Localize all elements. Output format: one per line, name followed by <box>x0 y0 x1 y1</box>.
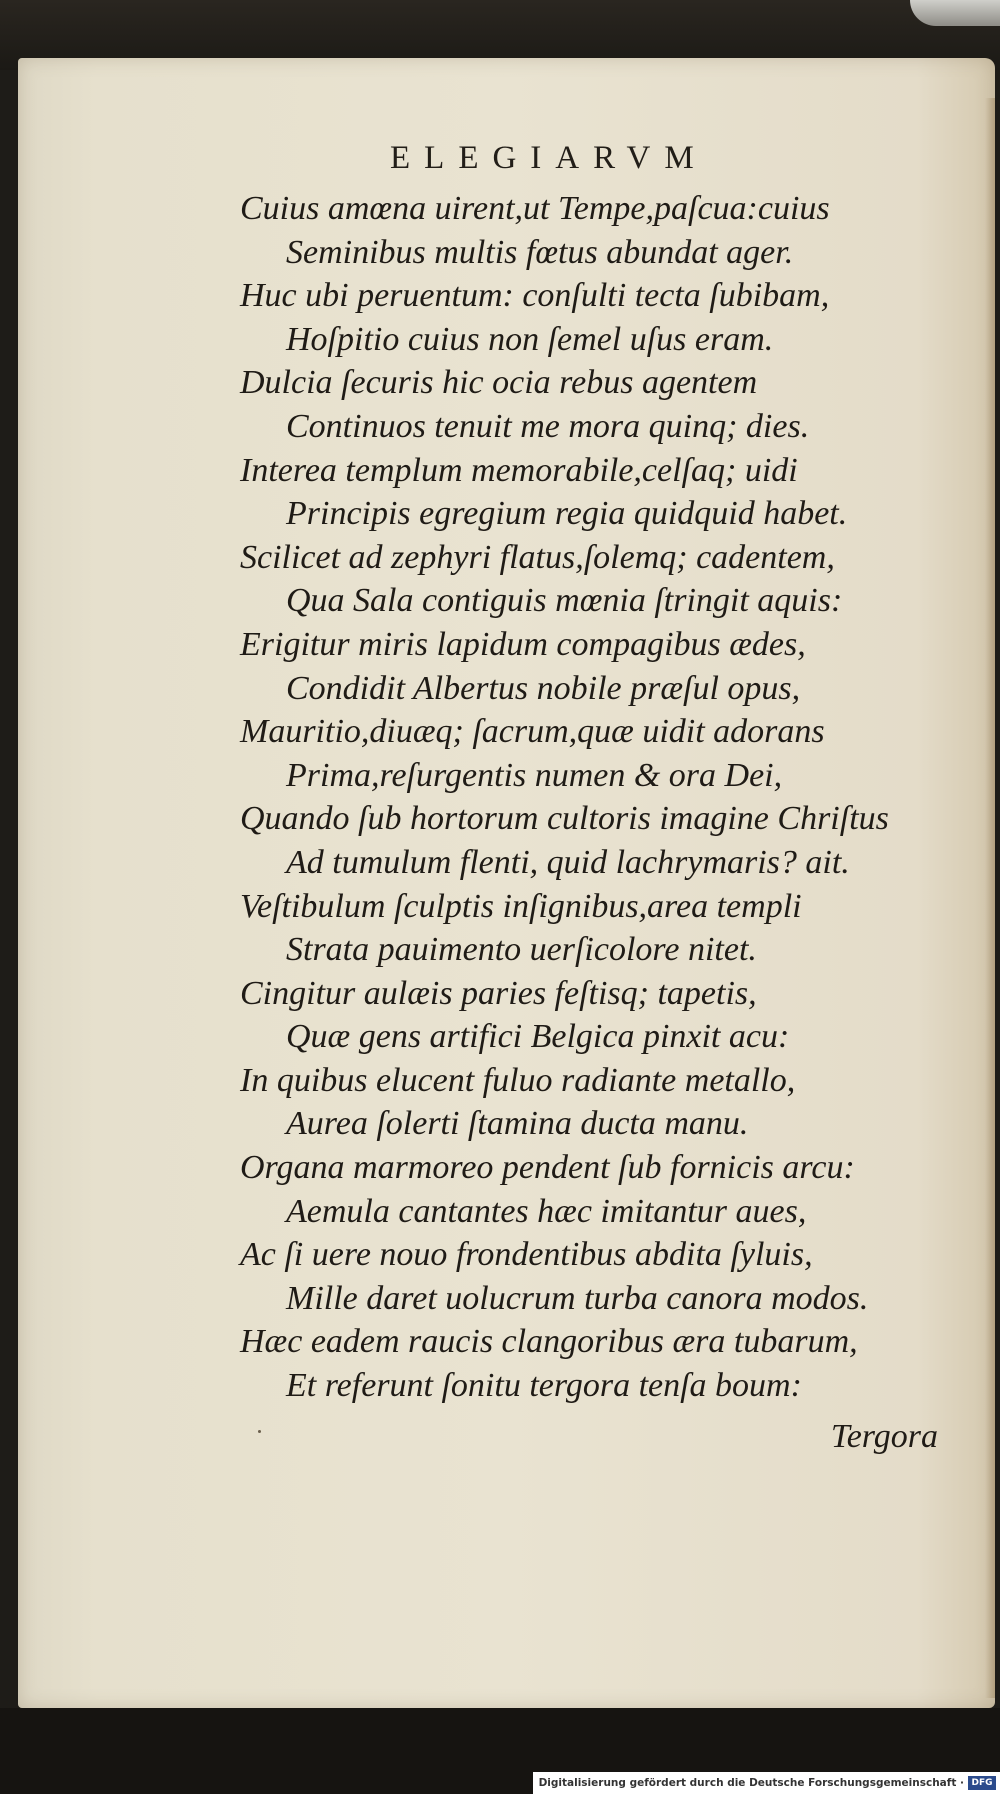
verse-line: Organa marmoreo pendent ſub fornicis arcu: <box>240 1149 855 1187</box>
verse-line: Huc ubi peruentum: conſulti tecta ſubibam, <box>240 277 830 315</box>
ink-speck <box>258 1430 261 1433</box>
verse-line: Et referunt ſonitu tergora tenſa boum: <box>286 1367 802 1405</box>
verse-line: Strata pauimento uerſicolore nitet. <box>286 931 757 969</box>
verse-line: Erigitur miris lapidum compagibus ædes, <box>240 625 806 663</box>
verse-line: Prima,reſurgentis numen & ora Dei, <box>286 756 783 794</box>
verse-line: Hæc eadem raucis clangoribus æra tubarum, <box>240 1323 858 1361</box>
verse-line: Mauritio,diuæq; ſacrum,quæ uidit adorans <box>240 713 825 751</box>
verse-line: Veſtibulum ſculptis inſignibus,area templi <box>240 887 802 925</box>
running-head: ELEGIARVM <box>390 140 708 176</box>
verse-line: Cingitur aulæis paries feſtisq; tapetis, <box>240 974 757 1012</box>
digitization-credit: Digitalisierung gefördert durch die Deutsche Forschungsgemeinschaft · <box>538 1777 964 1789</box>
verse-line: Dulcia ſecuris hic ocia rebus agentem <box>240 364 758 402</box>
verse-line: Cuius amœna uirent,ut Tempe,paſcua:cuius <box>240 190 830 227</box>
verse-line: Aemula cantantes hæc imitantur aues, <box>286 1192 807 1230</box>
verse-line: Quando ſub hortorum cultoris imagine Chriſtus <box>240 800 889 838</box>
verse-line: Interea templum memorabile,celſaq; uidi <box>240 451 798 489</box>
verse-text-block <box>240 187 940 1408</box>
verse-line: Continuos tenuit me mora quinq; dies. <box>286 407 810 445</box>
verse-line: Hoſpitio cuius non ſemel uſus eram. <box>286 320 774 358</box>
verse-line: Aurea ſolerti ſtamina ducta manu. <box>286 1105 749 1143</box>
digitization-credit-bar <box>533 1772 1000 1794</box>
verse-line: Ad tumulum flenti, quid lachrymaris? ait. <box>286 843 850 881</box>
verse-line: Condidit Albertus nobile præſul opus, <box>286 669 801 707</box>
verse-line: In quibus elucent fuluo radiante metallo, <box>240 1061 796 1099</box>
verse-line: Scilicet ad zephyri flatus,ſolemq; cadentem, <box>240 538 835 576</box>
verse-line: Qua Sala contiguis mœnia ſtringit aquis: <box>286 582 843 620</box>
verse-line: Seminibus multis fœtus abundat ager. <box>286 233 794 271</box>
scan-corner <box>910 0 1000 26</box>
page-edge-shadow <box>985 98 995 1698</box>
verse-line: Quæ gens artifici Belgica pinxit acu: <box>286 1018 790 1056</box>
verse-line: Principis egregium regia quidquid habet. <box>286 495 848 533</box>
dfg-logo-icon: DFG <box>968 1776 996 1790</box>
catchword: Tergora <box>830 1418 938 1455</box>
verse-line: Mille daret uolucrum turba canora modos. <box>286 1279 869 1317</box>
verse-line: Ac ſi uere nouo frondentibus abdita ſyluis, <box>240 1236 813 1274</box>
